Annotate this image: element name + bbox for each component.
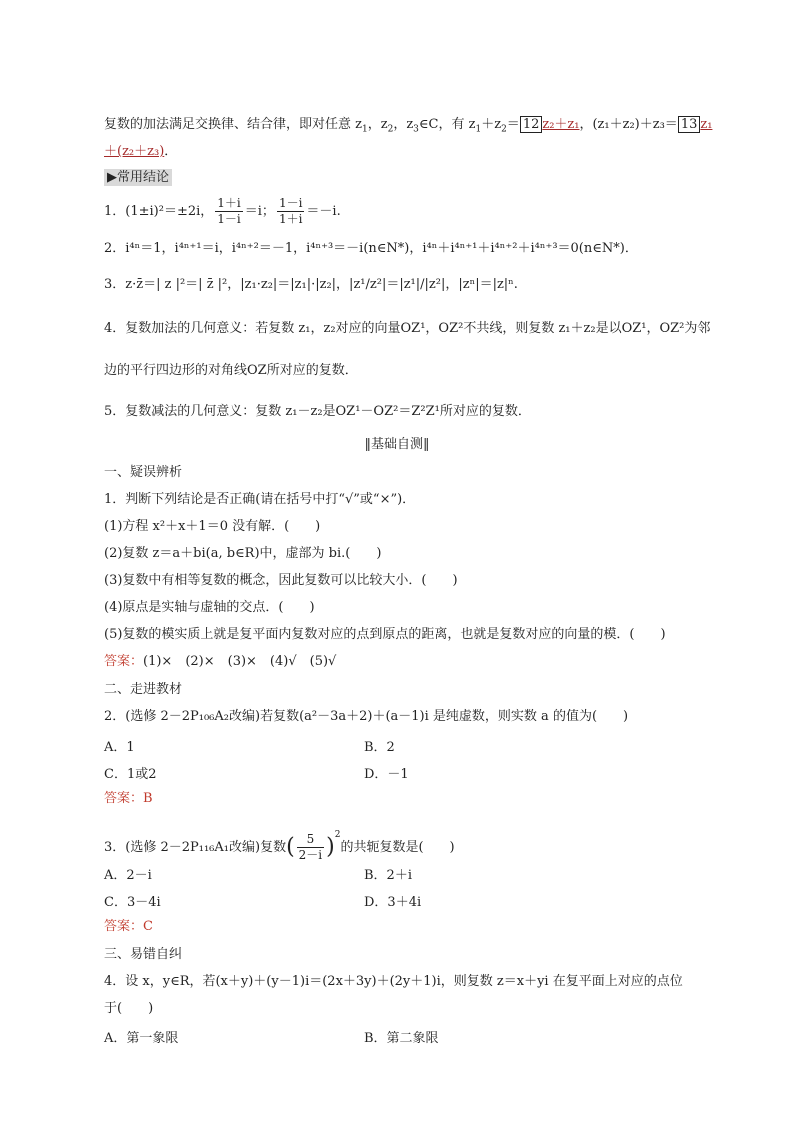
conclusion-4-line1: 4．复数加法的几何意义：若复数 z₁，z₂对应的向量OZ¹，OZ²不共线，则复数 z₁＋z₂是以OZ¹，OZ²为邻 bbox=[104, 321, 711, 336]
fraction bbox=[215, 196, 242, 227]
center-title: ‖基础自测‖ bbox=[364, 437, 430, 452]
red-answer: z₂＋z₁ bbox=[542, 117, 580, 132]
q3-option-a: A．2－i bbox=[104, 868, 152, 883]
q2-option-d: D．－1 bbox=[364, 767, 409, 782]
section-common-conclusions bbox=[104, 169, 172, 187]
q1-answer bbox=[104, 653, 336, 671]
q3-post: 的共轭复数是( ) bbox=[340, 840, 455, 855]
fraction-num: 5 bbox=[297, 832, 324, 848]
c1-prefix: 1．(1±i)²＝±2i， bbox=[104, 204, 214, 219]
q2-option-b: B．2 bbox=[364, 740, 395, 755]
q2-answer bbox=[104, 790, 153, 808]
fraction bbox=[297, 832, 324, 863]
question-1-stem: 1．判断下列结论是否正确(请在括号中打“√”或“×”)． bbox=[104, 492, 416, 507]
q2-option-a: A．1 bbox=[104, 740, 135, 755]
answer-value: (1)× (2)× (3)× (4)√ (5)√ bbox=[143, 654, 337, 669]
add-law-text: ，z bbox=[367, 117, 388, 132]
q3-option-d: D．3＋4i bbox=[364, 895, 422, 910]
section-1-title: 一、疑误辨析 bbox=[104, 465, 183, 480]
q3-answer bbox=[104, 918, 153, 936]
q4-option-a: A．第一象限 bbox=[104, 1031, 179, 1046]
answer-value: C bbox=[143, 919, 153, 934]
paren-right: ) bbox=[326, 834, 335, 860]
c1-end: ＝－i. bbox=[306, 204, 341, 219]
fraction-den: 1＋i bbox=[278, 212, 303, 226]
fraction-num: 1－i bbox=[278, 196, 303, 210]
add-law-line1: 复数的加法满足交换律、结合律，即对任意 $z_1$，$z_2$，$z_3\in C$，有 $z_1+z_2= 12$ z₂＋z₁，(z₁＋z₂)＋z₃＝ 13 z₁ bbox=[104, 117, 713, 135]
section-2-title: 二、走进教材 bbox=[104, 682, 183, 697]
question-4-line2: 于( ) bbox=[104, 1001, 154, 1016]
q1-item: (5)复数的模实质上就是复平面内复数对应的点到原点的距离，也就是复数对应的向量的模．( ) bbox=[104, 627, 666, 642]
question-3-stem bbox=[104, 826, 455, 863]
fraction-den: 1－i bbox=[217, 212, 241, 226]
fraction-num: 1＋i bbox=[217, 196, 241, 210]
answer-label: 答案： bbox=[104, 791, 144, 806]
add-law-text: 复数的加法满足交换律、结合律，即对任意 z bbox=[104, 117, 362, 132]
red-answer: z₁ bbox=[700, 117, 713, 132]
answer-box: 12 bbox=[520, 116, 543, 133]
answer-box: 13 bbox=[678, 116, 701, 133]
add-law-text: ，(z₁＋z₂)＋z₃＝ bbox=[579, 117, 678, 132]
conclusion-1 bbox=[104, 196, 341, 227]
c1-mid: ＝i； bbox=[244, 204, 275, 219]
add-law-text: ∈C，有 z bbox=[418, 117, 476, 132]
section-header: ▶常用结论 bbox=[104, 169, 172, 186]
q1-item: (2)复数 z＝a＋bi(a, b∈R)中，虚部为 bi.( ) bbox=[104, 546, 382, 561]
q1-item: (4)原点是实轴与虚轴的交点．( ) bbox=[104, 600, 315, 615]
q4-option-b: B．第二象限 bbox=[364, 1031, 439, 1046]
paren-left: ( bbox=[286, 834, 295, 860]
conclusion-3: 3．z·z̄＝| z |²＝| z̄ |²，|z₁·z₂|＝|z₁|·|z₂|，|z¹/z²|＝|z¹|/|z²|，|zⁿ|＝|z|ⁿ. bbox=[104, 277, 518, 292]
question-2-stem: 2．(选修 2－2P₁₀₆A₂改编)若复数(a²－3a＋2)＋(a－1)i 是纯虚数，则实数 a 的值为( ) bbox=[104, 709, 629, 724]
conclusion-5: 5．复数减法的几何意义：复数 z₁－z₂是OZ¹－OZ²＝Z²Z¹所对应的复数． bbox=[104, 404, 531, 419]
section-3-title: 三、易错自纠 bbox=[104, 947, 183, 962]
q3-option-b: B．2＋i bbox=[364, 868, 412, 883]
question-4-line1: 4．设 x，y∈R，若(x＋y)＋(y－1)i＝(2x＋3y)＋(2y＋1)i，则复数 z＝x＋yi 在复平面上对应的点位 bbox=[104, 974, 683, 989]
conclusion-4-line2: 边的平行四边形的对角线OZ所对应的复数． bbox=[104, 363, 358, 378]
q1-item: (1)方程 x²＋x＋1＝0 没有解．( ) bbox=[104, 519, 321, 534]
conclusion-2: 2．i⁴ⁿ＝1，i⁴ⁿ⁺¹＝i，i⁴ⁿ⁺²＝－1，i⁴ⁿ⁺³＝－i(n∈N*)，i⁴ⁿ＋i⁴ⁿ⁺¹＋i⁴ⁿ⁺²＋i⁴ⁿ⁺³＝0(n∈N*)． bbox=[104, 241, 638, 256]
add-law-line2 bbox=[104, 143, 177, 161]
q1-item: (3)复数中有相等复数的概念，因此复数可以比较大小．( ) bbox=[104, 573, 458, 588]
exponent: 2 bbox=[334, 830, 341, 840]
red-answer: ＋(z₂＋z₃) bbox=[104, 144, 165, 159]
fraction bbox=[277, 196, 304, 227]
q2-option-c: C．1或2 bbox=[104, 767, 157, 782]
q3-option-c: C．3－4i bbox=[104, 895, 161, 910]
add-law-text: ＋z bbox=[481, 117, 502, 132]
add-law-text: ，z bbox=[393, 117, 414, 132]
fraction-den: 2－i bbox=[298, 848, 323, 862]
add-law-text: ＝ bbox=[506, 117, 520, 132]
answer-label: 答案： bbox=[104, 654, 144, 669]
add-law-text: ． bbox=[164, 144, 178, 159]
answer-value: B bbox=[143, 791, 153, 806]
answer-label: 答案： bbox=[104, 919, 144, 934]
q3-pre: 3．(选修 2－2P₁₁₆A₁改编)复数 bbox=[104, 840, 287, 855]
